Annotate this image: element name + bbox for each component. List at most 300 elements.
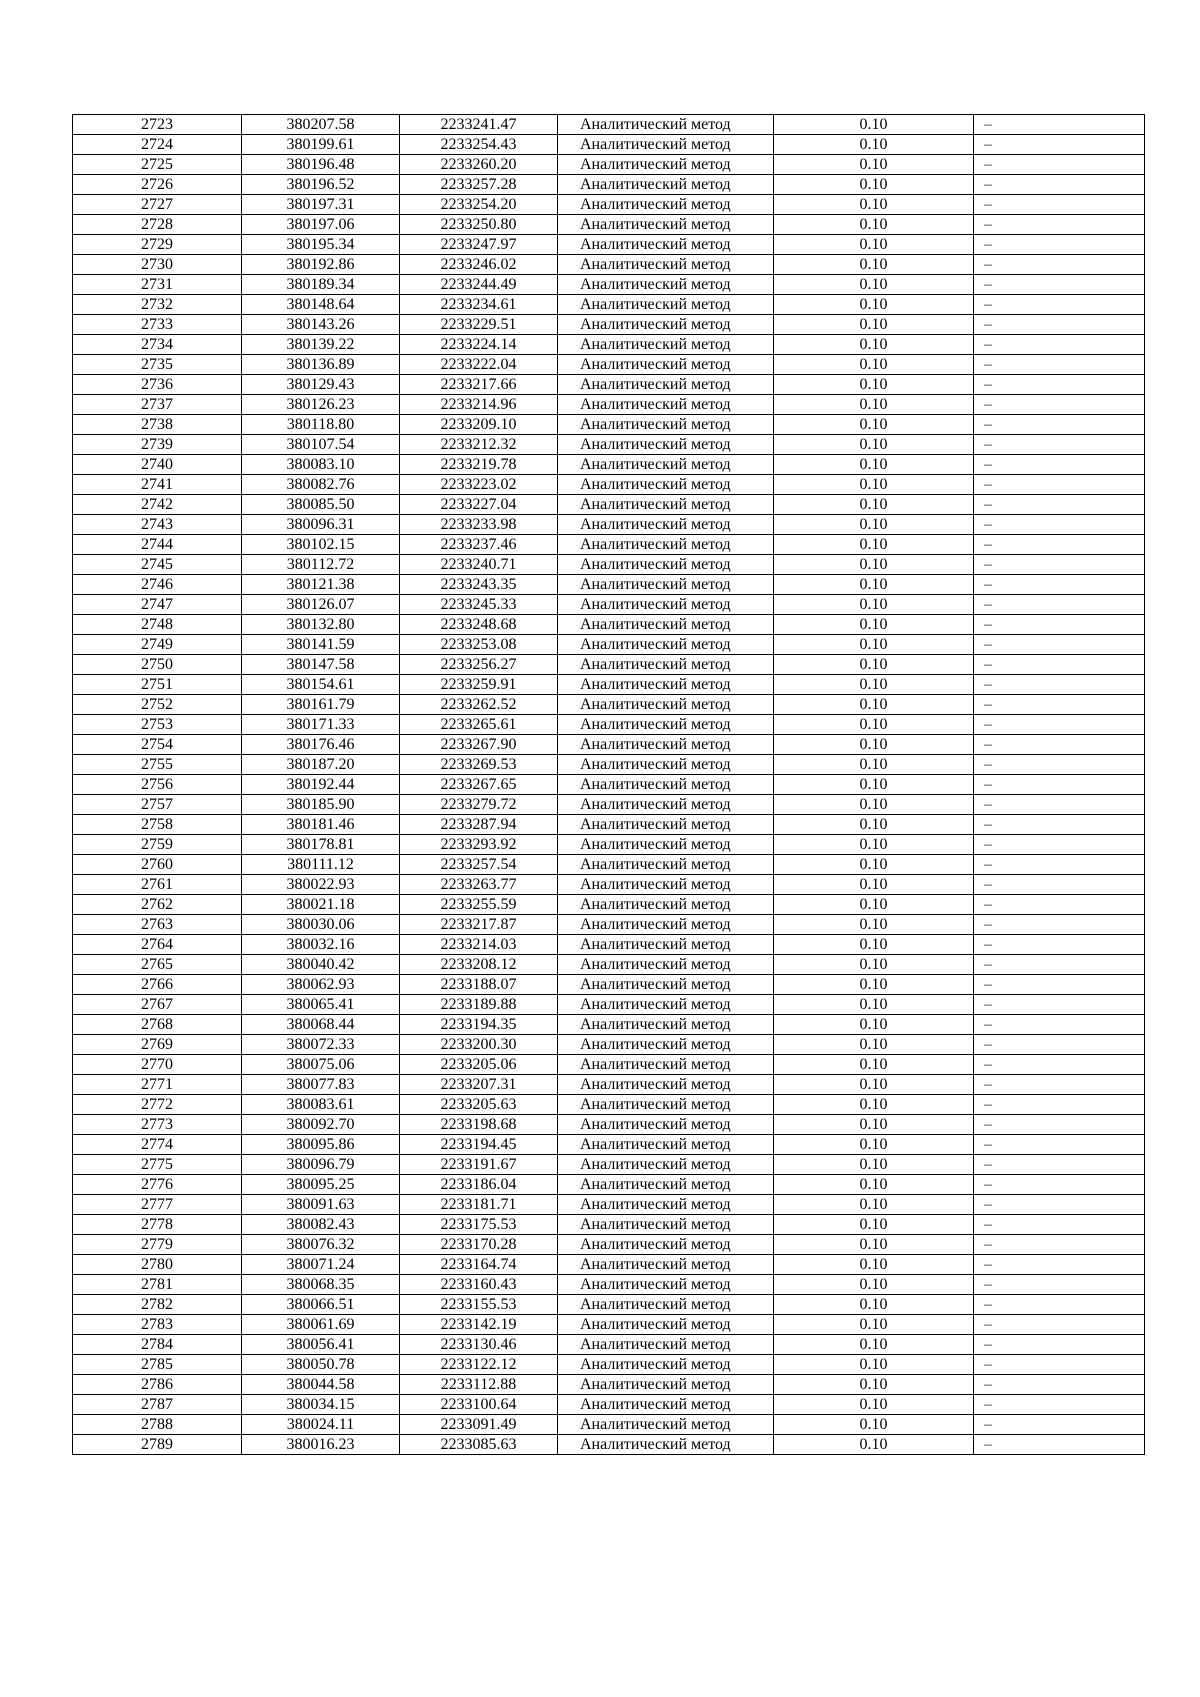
point-number: 2779 xyxy=(73,1235,242,1255)
point-number: 2760 xyxy=(73,855,242,875)
accuracy-cell: 0.10 xyxy=(774,555,974,575)
coordinate-x: 380092.70 xyxy=(242,1115,400,1135)
method-cell: Аналитический метод xyxy=(558,115,774,135)
accuracy-cell: 0.10 xyxy=(774,215,974,235)
method-cell: Аналитический метод xyxy=(558,875,774,895)
coordinate-x: 380195.34 xyxy=(242,235,400,255)
point-number: 2741 xyxy=(73,475,242,495)
method-cell: Аналитический метод xyxy=(558,475,774,495)
note-cell: – xyxy=(974,455,1145,475)
coordinate-y: 2233175.53 xyxy=(400,1215,558,1235)
note-cell: – xyxy=(974,1395,1145,1415)
method-cell: Аналитический метод xyxy=(558,1355,774,1375)
coordinate-x: 380056.41 xyxy=(242,1335,400,1355)
point-number: 2784 xyxy=(73,1335,242,1355)
point-number: 2753 xyxy=(73,715,242,735)
coordinate-y: 2233170.28 xyxy=(400,1235,558,1255)
method-cell: Аналитический метод xyxy=(558,855,774,875)
accuracy-cell: 0.10 xyxy=(774,835,974,855)
table-row xyxy=(73,475,1145,495)
method-cell: Аналитический метод xyxy=(558,135,774,155)
accuracy-cell: 0.10 xyxy=(774,975,974,995)
note-cell: – xyxy=(974,255,1145,275)
method-cell: Аналитический метод xyxy=(558,1255,774,1275)
point-number: 2762 xyxy=(73,895,242,915)
accuracy-cell: 0.10 xyxy=(774,1395,974,1415)
coordinate-y: 2233194.35 xyxy=(400,1015,558,1035)
note-cell: – xyxy=(974,1235,1145,1255)
accuracy-cell: 0.10 xyxy=(774,295,974,315)
coordinate-x: 380132.80 xyxy=(242,615,400,635)
note-cell: – xyxy=(974,375,1145,395)
coordinate-y: 2233287.94 xyxy=(400,815,558,835)
coordinate-y: 2233260.20 xyxy=(400,155,558,175)
table-row xyxy=(73,175,1145,195)
note-cell: – xyxy=(974,715,1145,735)
table-row xyxy=(73,1275,1145,1295)
point-number: 2750 xyxy=(73,655,242,675)
coordinate-x: 380102.15 xyxy=(242,535,400,555)
coordinate-y: 2233265.61 xyxy=(400,715,558,735)
note-cell: – xyxy=(974,235,1145,255)
note-cell: – xyxy=(974,895,1145,915)
note-cell: – xyxy=(974,415,1145,435)
table-row xyxy=(73,1215,1145,1235)
method-cell: Аналитический метод xyxy=(558,275,774,295)
coordinate-y: 2233250.80 xyxy=(400,215,558,235)
point-number: 2771 xyxy=(73,1075,242,1095)
accuracy-cell: 0.10 xyxy=(774,995,974,1015)
table-row xyxy=(73,395,1145,415)
coordinates-table-body xyxy=(73,115,1145,1455)
note-cell: – xyxy=(974,615,1145,635)
coordinate-x: 380192.86 xyxy=(242,255,400,275)
coordinate-y: 2233188.07 xyxy=(400,975,558,995)
method-cell: Аналитический метод xyxy=(558,435,774,455)
note-cell: – xyxy=(974,1335,1145,1355)
accuracy-cell: 0.10 xyxy=(774,1255,974,1275)
table-row xyxy=(73,1055,1145,1075)
coordinate-x: 380095.86 xyxy=(242,1135,400,1155)
accuracy-cell: 0.10 xyxy=(774,575,974,595)
table-row xyxy=(73,1355,1145,1375)
accuracy-cell: 0.10 xyxy=(774,1175,974,1195)
point-number: 2759 xyxy=(73,835,242,855)
note-cell: – xyxy=(974,1375,1145,1395)
table-row xyxy=(73,855,1145,875)
table-row xyxy=(73,375,1145,395)
coordinate-y: 2233208.12 xyxy=(400,955,558,975)
accuracy-cell: 0.10 xyxy=(774,915,974,935)
table-row xyxy=(73,1335,1145,1355)
method-cell: Аналитический метод xyxy=(558,395,774,415)
point-number: 2729 xyxy=(73,235,242,255)
coordinate-x: 380044.58 xyxy=(242,1375,400,1395)
accuracy-cell: 0.10 xyxy=(774,195,974,215)
method-cell: Аналитический метод xyxy=(558,375,774,395)
point-number: 2776 xyxy=(73,1175,242,1195)
table-row xyxy=(73,435,1145,455)
method-cell: Аналитический метод xyxy=(558,1035,774,1055)
note-cell: – xyxy=(974,675,1145,695)
method-cell: Аналитический метод xyxy=(558,515,774,535)
coordinate-y: 2233191.67 xyxy=(400,1155,558,1175)
table-row xyxy=(73,635,1145,655)
note-cell: – xyxy=(974,435,1145,455)
method-cell: Аналитический метод xyxy=(558,695,774,715)
point-number: 2757 xyxy=(73,795,242,815)
coordinate-y: 2233253.08 xyxy=(400,635,558,655)
note-cell: – xyxy=(974,1195,1145,1215)
note-cell: – xyxy=(974,635,1145,655)
point-number: 2724 xyxy=(73,135,242,155)
point-number: 2742 xyxy=(73,495,242,515)
table-row xyxy=(73,1155,1145,1175)
table-row xyxy=(73,735,1145,755)
point-number: 2733 xyxy=(73,315,242,335)
coordinate-y: 2233255.59 xyxy=(400,895,558,915)
note-cell: – xyxy=(974,335,1145,355)
accuracy-cell: 0.10 xyxy=(774,415,974,435)
method-cell: Аналитический метод xyxy=(558,1395,774,1415)
point-number: 2732 xyxy=(73,295,242,315)
method-cell: Аналитический метод xyxy=(558,215,774,235)
table-row xyxy=(73,255,1145,275)
accuracy-cell: 0.10 xyxy=(774,1115,974,1135)
coordinate-y: 2233257.54 xyxy=(400,855,558,875)
coordinate-y: 2233279.72 xyxy=(400,795,558,815)
note-cell: – xyxy=(974,1255,1145,1275)
coordinate-x: 380077.83 xyxy=(242,1075,400,1095)
method-cell: Аналитический метод xyxy=(558,1095,774,1115)
coordinate-x: 380065.41 xyxy=(242,995,400,1015)
method-cell: Аналитический метод xyxy=(558,835,774,855)
note-cell: – xyxy=(974,1015,1145,1035)
point-number: 2746 xyxy=(73,575,242,595)
coordinate-x: 380199.61 xyxy=(242,135,400,155)
point-number: 2765 xyxy=(73,955,242,975)
coordinate-y: 2233209.10 xyxy=(400,415,558,435)
accuracy-cell: 0.10 xyxy=(774,795,974,815)
coordinate-x: 380061.69 xyxy=(242,1315,400,1335)
point-number: 2751 xyxy=(73,675,242,695)
coordinate-x: 380141.59 xyxy=(242,635,400,655)
note-cell: – xyxy=(974,155,1145,175)
point-number: 2747 xyxy=(73,595,242,615)
method-cell: Аналитический метод xyxy=(558,795,774,815)
point-number: 2728 xyxy=(73,215,242,235)
note-cell: – xyxy=(974,275,1145,295)
table-row xyxy=(73,235,1145,255)
table-row xyxy=(73,615,1145,635)
point-number: 2730 xyxy=(73,255,242,275)
coordinate-x: 380187.20 xyxy=(242,755,400,775)
coordinate-x: 380161.79 xyxy=(242,695,400,715)
coordinate-y: 2233240.71 xyxy=(400,555,558,575)
accuracy-cell: 0.10 xyxy=(774,615,974,635)
note-cell: – xyxy=(974,995,1145,1015)
note-cell: – xyxy=(974,475,1145,495)
accuracy-cell: 0.10 xyxy=(774,955,974,975)
coordinate-x: 380096.31 xyxy=(242,515,400,535)
coordinate-x: 380082.43 xyxy=(242,1215,400,1235)
accuracy-cell: 0.10 xyxy=(774,695,974,715)
coordinate-x: 380111.12 xyxy=(242,855,400,875)
method-cell: Аналитический метод xyxy=(558,895,774,915)
point-number: 2725 xyxy=(73,155,242,175)
note-cell: – xyxy=(974,1295,1145,1315)
note-cell: – xyxy=(974,835,1145,855)
accuracy-cell: 0.10 xyxy=(774,655,974,675)
coordinate-y: 2233243.35 xyxy=(400,575,558,595)
coordinate-x: 380016.23 xyxy=(242,1435,400,1455)
coordinate-y: 2233227.04 xyxy=(400,495,558,515)
note-cell: – xyxy=(974,755,1145,775)
note-cell: – xyxy=(974,655,1145,675)
coordinate-y: 2233245.33 xyxy=(400,595,558,615)
coordinate-x: 380189.34 xyxy=(242,275,400,295)
point-number: 2782 xyxy=(73,1295,242,1315)
table-row xyxy=(73,1315,1145,1335)
table-row xyxy=(73,755,1145,775)
accuracy-cell: 0.10 xyxy=(774,895,974,915)
method-cell: Аналитический метод xyxy=(558,335,774,355)
note-cell: – xyxy=(974,735,1145,755)
coordinate-x: 380062.93 xyxy=(242,975,400,995)
point-number: 2740 xyxy=(73,455,242,475)
point-number: 2787 xyxy=(73,1395,242,1415)
method-cell: Аналитический метод xyxy=(558,915,774,935)
table-row xyxy=(73,275,1145,295)
table-row xyxy=(73,1075,1145,1095)
method-cell: Аналитический метод xyxy=(558,1015,774,1035)
point-number: 2752 xyxy=(73,695,242,715)
note-cell: – xyxy=(974,1315,1145,1335)
method-cell: Аналитический метод xyxy=(558,715,774,735)
method-cell: Аналитический метод xyxy=(558,1275,774,1295)
table-row xyxy=(73,875,1145,895)
table-row xyxy=(73,1415,1145,1435)
coordinate-y: 2233263.77 xyxy=(400,875,558,895)
accuracy-cell: 0.10 xyxy=(774,815,974,835)
method-cell: Аналитический метод xyxy=(558,655,774,675)
method-cell: Аналитический метод xyxy=(558,1175,774,1195)
coordinate-x: 380107.54 xyxy=(242,435,400,455)
coordinate-x: 380095.25 xyxy=(242,1175,400,1195)
table-row xyxy=(73,1035,1145,1055)
point-number: 2731 xyxy=(73,275,242,295)
point-number: 2761 xyxy=(73,875,242,895)
accuracy-cell: 0.10 xyxy=(774,1435,974,1455)
point-number: 2780 xyxy=(73,1255,242,1275)
coordinate-x: 380022.93 xyxy=(242,875,400,895)
coordinate-y: 2233257.28 xyxy=(400,175,558,195)
note-cell: – xyxy=(974,1435,1145,1455)
note-cell: – xyxy=(974,575,1145,595)
note-cell: – xyxy=(974,515,1145,535)
accuracy-cell: 0.10 xyxy=(774,875,974,895)
table-row xyxy=(73,895,1145,915)
point-number: 2754 xyxy=(73,735,242,755)
table-row xyxy=(73,355,1145,375)
accuracy-cell: 0.10 xyxy=(774,455,974,475)
point-number: 2786 xyxy=(73,1375,242,1395)
table-row xyxy=(73,955,1145,975)
coordinate-x: 380143.26 xyxy=(242,315,400,335)
point-number: 2736 xyxy=(73,375,242,395)
accuracy-cell: 0.10 xyxy=(774,175,974,195)
accuracy-cell: 0.10 xyxy=(774,355,974,375)
accuracy-cell: 0.10 xyxy=(774,255,974,275)
coordinate-x: 380207.58 xyxy=(242,115,400,135)
note-cell: – xyxy=(974,695,1145,715)
table-row xyxy=(73,935,1145,955)
coordinate-x: 380178.81 xyxy=(242,835,400,855)
method-cell: Аналитический метод xyxy=(558,775,774,795)
point-number: 2767 xyxy=(73,995,242,1015)
point-number: 2737 xyxy=(73,395,242,415)
coordinate-x: 380040.42 xyxy=(242,955,400,975)
coordinates-table xyxy=(72,114,1145,1455)
method-cell: Аналитический метод xyxy=(558,315,774,335)
accuracy-cell: 0.10 xyxy=(774,775,974,795)
coordinate-y: 2233259.91 xyxy=(400,675,558,695)
method-cell: Аналитический метод xyxy=(558,1235,774,1255)
point-number: 2773 xyxy=(73,1115,242,1135)
point-number: 2749 xyxy=(73,635,242,655)
accuracy-cell: 0.10 xyxy=(774,715,974,735)
note-cell: – xyxy=(974,955,1145,975)
accuracy-cell: 0.10 xyxy=(774,1035,974,1055)
note-cell: – xyxy=(974,795,1145,815)
point-number: 2768 xyxy=(73,1015,242,1035)
point-number: 2756 xyxy=(73,775,242,795)
coordinate-y: 2233186.04 xyxy=(400,1175,558,1195)
note-cell: – xyxy=(974,1115,1145,1135)
method-cell: Аналитический метод xyxy=(558,995,774,1015)
coordinate-y: 2233254.20 xyxy=(400,195,558,215)
point-number: 2745 xyxy=(73,555,242,575)
accuracy-cell: 0.10 xyxy=(774,1335,974,1355)
method-cell: Аналитический метод xyxy=(558,595,774,615)
method-cell: Аналитический метод xyxy=(558,815,774,835)
method-cell: Аналитический метод xyxy=(558,495,774,515)
accuracy-cell: 0.10 xyxy=(774,1055,974,1075)
note-cell: – xyxy=(974,1175,1145,1195)
coordinate-x: 380091.63 xyxy=(242,1195,400,1215)
coordinate-x: 380147.58 xyxy=(242,655,400,675)
point-number: 2783 xyxy=(73,1315,242,1335)
table-row xyxy=(73,1235,1145,1255)
coordinate-y: 2233205.63 xyxy=(400,1095,558,1115)
table-row xyxy=(73,1115,1145,1135)
table-row xyxy=(73,1435,1145,1455)
point-number: 2738 xyxy=(73,415,242,435)
point-number: 2764 xyxy=(73,935,242,955)
coordinate-x: 380126.07 xyxy=(242,595,400,615)
accuracy-cell: 0.10 xyxy=(774,395,974,415)
table-row xyxy=(73,215,1145,235)
coordinate-y: 2233214.96 xyxy=(400,395,558,415)
note-cell: – xyxy=(974,315,1145,335)
note-cell: – xyxy=(974,135,1145,155)
table-row xyxy=(73,975,1145,995)
method-cell: Аналитический метод xyxy=(558,1155,774,1175)
method-cell: Аналитический метод xyxy=(558,1115,774,1135)
note-cell: – xyxy=(974,195,1145,215)
point-number: 2778 xyxy=(73,1215,242,1235)
table-row xyxy=(73,315,1145,335)
coordinate-y: 2233247.97 xyxy=(400,235,558,255)
method-cell: Аналитический метод xyxy=(558,555,774,575)
coordinate-y: 2233237.46 xyxy=(400,535,558,555)
table-row xyxy=(73,195,1145,215)
coordinate-x: 380066.51 xyxy=(242,1295,400,1315)
coordinate-y: 2233155.53 xyxy=(400,1295,558,1315)
table-row xyxy=(73,1095,1145,1115)
method-cell: Аналитический метод xyxy=(558,955,774,975)
coordinate-y: 2233256.27 xyxy=(400,655,558,675)
accuracy-cell: 0.10 xyxy=(774,675,974,695)
table-row xyxy=(73,675,1145,695)
method-cell: Аналитический метод xyxy=(558,295,774,315)
point-number: 2781 xyxy=(73,1275,242,1295)
accuracy-cell: 0.10 xyxy=(774,1415,974,1435)
coordinate-x: 380139.22 xyxy=(242,335,400,355)
table-row xyxy=(73,515,1145,535)
table-row xyxy=(73,415,1145,435)
table-row xyxy=(73,295,1145,315)
coordinate-y: 2233100.64 xyxy=(400,1395,558,1415)
accuracy-cell: 0.10 xyxy=(774,1215,974,1235)
coordinate-x: 380196.48 xyxy=(242,155,400,175)
coordinate-y: 2233112.88 xyxy=(400,1375,558,1395)
coordinate-x: 380176.46 xyxy=(242,735,400,755)
point-number: 2723 xyxy=(73,115,242,135)
coordinate-y: 2233222.04 xyxy=(400,355,558,375)
note-cell: – xyxy=(974,355,1145,375)
table-row xyxy=(73,495,1145,515)
table-row xyxy=(73,1175,1145,1195)
accuracy-cell: 0.10 xyxy=(774,275,974,295)
coordinate-y: 2233194.45 xyxy=(400,1135,558,1155)
note-cell: – xyxy=(974,1215,1145,1235)
method-cell: Аналитический метод xyxy=(558,1075,774,1095)
method-cell: Аналитический метод xyxy=(558,635,774,655)
method-cell: Аналитический метод xyxy=(558,155,774,175)
coordinate-x: 380068.35 xyxy=(242,1275,400,1295)
coordinate-x: 380154.61 xyxy=(242,675,400,695)
table-row xyxy=(73,915,1145,935)
method-cell: Аналитический метод xyxy=(558,975,774,995)
coordinate-x: 380075.06 xyxy=(242,1055,400,1075)
coordinate-y: 2233122.12 xyxy=(400,1355,558,1375)
coordinate-x: 380196.52 xyxy=(242,175,400,195)
point-number: 2744 xyxy=(73,535,242,555)
coordinate-y: 2233229.51 xyxy=(400,315,558,335)
table-row xyxy=(73,995,1145,1015)
note-cell: – xyxy=(974,535,1145,555)
note-cell: – xyxy=(974,555,1145,575)
coordinate-x: 380071.24 xyxy=(242,1255,400,1275)
accuracy-cell: 0.10 xyxy=(774,335,974,355)
method-cell: Аналитический метод xyxy=(558,355,774,375)
point-number: 2777 xyxy=(73,1195,242,1215)
method-cell: Аналитический метод xyxy=(558,1195,774,1215)
table-row xyxy=(73,795,1145,815)
accuracy-cell: 0.10 xyxy=(774,435,974,455)
coordinate-y: 2233241.47 xyxy=(400,115,558,135)
